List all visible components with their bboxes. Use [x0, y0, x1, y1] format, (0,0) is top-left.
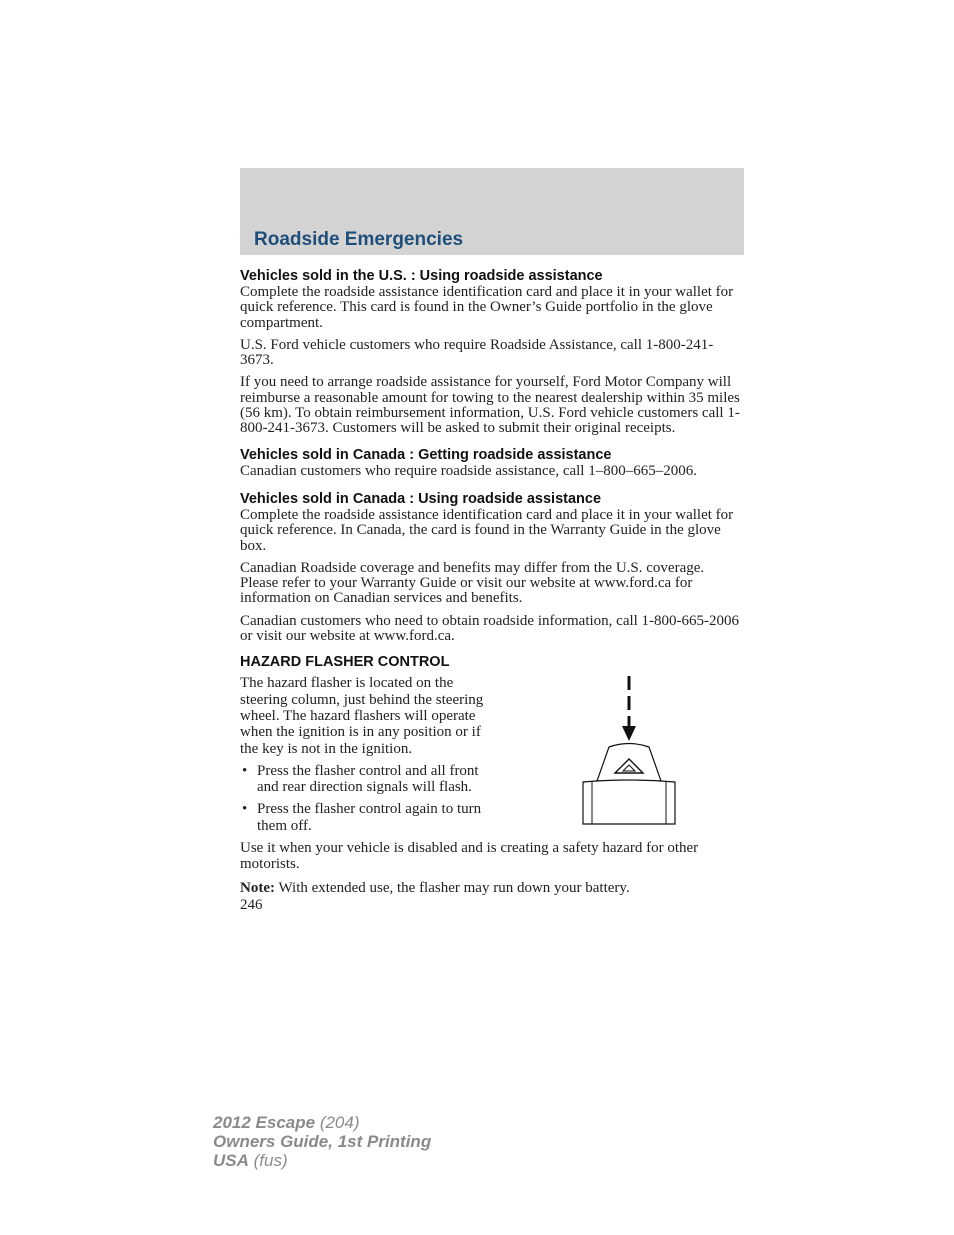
us-paragraph-2: U.S. Ford vehicle customers who require Roadside Assistance, call 1-800-241-3673. — [240, 336, 714, 369]
hazard-button-icon — [583, 744, 675, 825]
bullet-text: Press the flasher control and all front and rear direction signals will flash. — [257, 762, 479, 796]
footer-print-info — [213, 1113, 431, 1170]
page-number: 246 — [240, 896, 263, 913]
hazard-after-text — [240, 840, 744, 896]
section-header-band — [240, 168, 744, 255]
hazard-heading: HAZARD FLASHER CONTROL — [240, 654, 450, 671]
note-label: Note: — [240, 879, 275, 896]
hazard-intro: The hazard flasher is located on the steering column, just behind the steering wheel. The hazard flashers will operate when the ignition is in any position or if the key is not in the ignition. — [240, 675, 484, 757]
bullet-text: Press the flasher control again to turn them off. — [257, 801, 482, 834]
footer-line-2: Owners Guide, 1st Printing — [213, 1132, 432, 1151]
us-paragraph-1: Complete the roadside assistance identification card and place it in your wallet for quick reference. This card is found in the Owner’s Guide portfolio in the glove compartment. — [240, 284, 734, 331]
page-content — [240, 268, 744, 913]
hazard-bullet-list — [240, 763, 495, 834]
list-item: • Press the flasher control again to turn them off. — [242, 801, 482, 834]
us-assistance-section — [240, 268, 744, 437]
us-paragraph-3: If you need to arrange roadside assistance for yourself, Ford Motor Company will reimburse a reasonable amount for towing to the nearest dealership within 35 miles (56 km). To obtain reimbursement information, U.S. Ford vehicle customers call 1-800-241-3673. Customers will be asked to submit their original receipts. — [240, 374, 740, 437]
list-item: • Press the flasher control and all front and rear direction signals will flash. — [242, 762, 479, 796]
hazard-button-illustration — [582, 674, 678, 830]
canada-use-section — [240, 491, 744, 644]
canada-get-paragraph-1: Canadian customers who require roadside assistance, call 1–800–665–2006. — [240, 462, 697, 479]
footer-line-3: USA (fus) — [213, 1151, 288, 1170]
hazard-section — [240, 654, 744, 896]
down-arrow-icon — [622, 676, 636, 741]
canada-use-heading: Vehicles sold in Canada : Using roadside assistance — [240, 490, 602, 507]
canada-use-paragraph-2: Canadian Roadside coverage and benefits may differ from the U.S. coverage. Please refer to your Warranty Guide or visit our website at www.ford.ca for information on Canadian services and benefits. — [240, 559, 705, 607]
canada-get-heading: Vehicles sold in Canada : Getting roadside assistance — [240, 446, 612, 463]
canada-use-paragraph-3: Canadian customers who need to obtain roadside information, call 1-800-665-2006 or visit our website at www.ford.ca. — [240, 612, 740, 645]
hazard-usage-paragraph: Use it when your vehicle is disabled and is creating a safety hazard for other motorists. — [240, 840, 699, 873]
section-title: Roadside Emergencies — [254, 229, 464, 250]
us-assistance-heading: Vehicles sold in the U.S. : Using roadside assistance — [240, 268, 603, 284]
hazard-text-column — [240, 675, 495, 834]
canada-use-paragraph-1: Complete the roadside assistance identification card and place it in your wallet for quick reference. In Canada, the card is found in the Warranty Guide in the glove box. — [240, 506, 734, 554]
canada-get-section — [240, 447, 744, 479]
footer-line-1: 2012 Escape (204) — [213, 1113, 360, 1132]
note-text: With extended use, the flasher may run down your battery. — [274, 879, 630, 896]
hazard-note — [240, 880, 744, 896]
